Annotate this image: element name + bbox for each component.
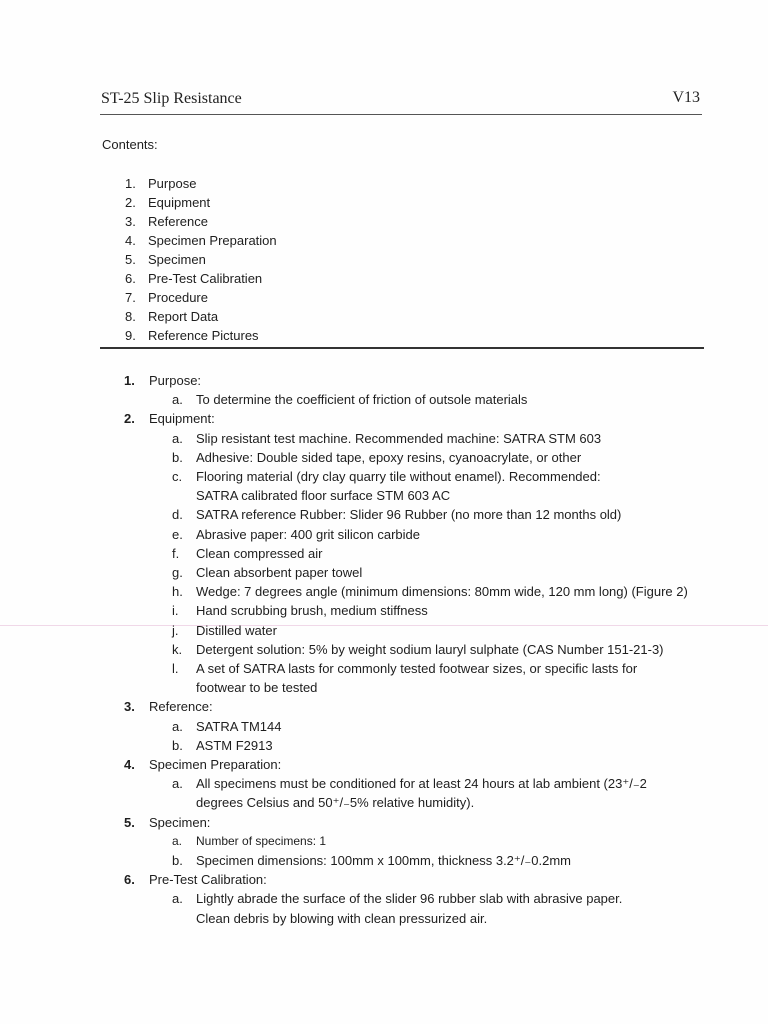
section-title: Pre-Test Calibration: — [149, 872, 267, 888]
toc-item-label: Equipment — [148, 195, 211, 210]
list-item — [124, 601, 744, 620]
list-item-text: Distilled water — [196, 622, 277, 638]
list-item-letter: b. — [172, 737, 183, 753]
list-item — [124, 774, 744, 812]
toc-item — [125, 193, 525, 212]
list-item-letter: a. — [172, 776, 183, 792]
section — [124, 755, 744, 813]
list-item-letter: b. — [172, 853, 183, 868]
toc-item-number: 5. — [125, 252, 136, 267]
page-header-title: ST-25 Slip Resistance — [101, 90, 242, 107]
header-rule — [100, 114, 702, 115]
toc-item — [125, 269, 525, 288]
list-item — [124, 563, 744, 582]
section-heading — [124, 755, 744, 774]
section — [124, 371, 744, 409]
section-title: Specimen: — [149, 814, 211, 830]
section-heading — [124, 371, 744, 390]
list-item-text: Hand scrubbing brush, medium stiffness — [196, 603, 428, 619]
toc-item-label: Pre-Test Calibratien — [148, 271, 263, 286]
section-heading — [124, 813, 744, 832]
list-item-letter: a. — [172, 718, 183, 734]
list-item-text: Flooring material (dry clay quarry tile without enamel). Recommended: — [196, 468, 601, 484]
toc-item-label: Specimen — [148, 252, 206, 267]
list-item-text: Wedge: 7 degrees angle (minimum dimensions: 80mm wide, 120 mm long) (Figure 2) — [196, 584, 688, 600]
list-item-text: A set of SATRA lasts for commonly tested footwear sizes, or specific lasts for — [196, 661, 638, 677]
list-item-letter: f. — [172, 545, 180, 561]
section-number: 2. — [124, 411, 135, 427]
list-item-letter: k. — [172, 641, 183, 657]
contents-rule — [100, 347, 704, 349]
page-header-version: V13 — [672, 89, 700, 106]
list-item — [124, 621, 744, 640]
list-item — [124, 832, 744, 851]
list-item-text: ASTM F2913 — [196, 737, 273, 753]
toc-item-number: 1. — [125, 176, 136, 191]
list-item-letter: i. — [172, 603, 179, 619]
list-item — [124, 640, 744, 659]
list-item-letter: d. — [172, 507, 183, 523]
list-item-continuation: footwear to be tested — [196, 680, 318, 696]
list-item — [124, 390, 744, 409]
table-of-contents — [125, 174, 525, 345]
list-item-continuation: degrees Celsius and 50⁺/₋5% relative humidity). — [196, 795, 475, 811]
toc-item-number: 8. — [125, 309, 136, 324]
list-item-letter: a. — [172, 833, 183, 848]
list-item-continuation: Clean debris by blowing with clean pressurized air. — [196, 910, 488, 926]
list-item-text: Adhesive: Double sided tape, epoxy resins, cyanoacrylate, or other — [196, 449, 582, 465]
list-item — [124, 736, 744, 755]
list-item-text: To determine the coefficient of friction of outsole materials — [196, 392, 528, 408]
list-item-letter: a. — [172, 392, 183, 408]
list-item-continuation: SATRA calibrated floor surface STM 603 AC — [196, 488, 451, 504]
toc-item-number: 7. — [125, 290, 136, 305]
toc-item-label: Report Data — [148, 309, 219, 324]
list-item-text: Abrasive paper: 400 grit silicon carbide — [196, 526, 421, 542]
list-item — [124, 659, 744, 697]
toc-item — [125, 174, 525, 193]
list-item — [124, 582, 744, 601]
list-item — [124, 467, 744, 505]
list-item-letter: j. — [172, 622, 179, 638]
list-item-text: Specimen dimensions: 100mm x 100mm, thickness 3.2⁺/₋0.2mm — [196, 853, 571, 868]
list-item-letter: e. — [172, 526, 183, 542]
list-item — [124, 889, 744, 927]
section-title: Reference: — [149, 699, 213, 715]
list-item — [124, 448, 744, 467]
section-title: Purpose: — [149, 373, 202, 388]
contents-label: Contents: — [102, 137, 158, 152]
toc-item-number: 3. — [125, 214, 136, 229]
toc-item-label: Specimen Preparation — [148, 233, 277, 248]
list-item-text: Lightly abrade the surface of the slider 96 rubber slab with abrasive paper. — [196, 891, 623, 907]
section-number: 3. — [124, 699, 135, 715]
toc-item — [125, 250, 525, 269]
section-number: 5. — [124, 814, 135, 830]
section-title: Specimen Preparation: — [149, 757, 282, 773]
section-heading — [124, 697, 744, 716]
list-item-text: Number of specimens: 1 — [196, 833, 327, 848]
toc-item — [125, 288, 525, 307]
section — [124, 697, 744, 755]
document-body — [124, 371, 744, 928]
list-item — [124, 505, 744, 524]
list-item-letter: a. — [172, 430, 183, 446]
list-item-letter: l. — [172, 661, 179, 677]
list-item-letter: b. — [172, 449, 183, 465]
section — [124, 870, 744, 928]
section-heading — [124, 870, 744, 889]
toc-item-label: Purpose — [148, 176, 197, 191]
toc-item-number: 2. — [125, 195, 136, 210]
section — [124, 813, 744, 871]
toc-item — [125, 231, 525, 250]
list-item-letter: g. — [172, 565, 183, 580]
section-title: Equipment: — [149, 411, 215, 427]
list-item — [124, 851, 744, 870]
section-number: 4. — [124, 757, 135, 773]
list-item-text: Clean absorbent paper towel — [196, 565, 363, 580]
list-item-letter: h. — [172, 584, 183, 600]
list-item-letter: a. — [172, 891, 183, 907]
section-number: 6. — [124, 872, 135, 888]
list-item-letter: c. — [172, 468, 183, 484]
list-item-text: SATRA reference Rubber: Slider 96 Rubber (no more than 12 months old) — [196, 507, 622, 523]
section — [124, 409, 744, 697]
toc-item — [125, 307, 525, 326]
list-item-text: Detergent solution: 5% by weight sodium lauryl sulphate (CAS Number 151-21-3) — [196, 641, 664, 657]
toc-item-label: Reference — [148, 214, 208, 229]
list-item-text: All specimens must be conditioned for at least 24 hours at lab ambient (23⁺/₋2 — [196, 776, 647, 792]
toc-item — [125, 212, 525, 231]
toc-item-number: 9. — [125, 328, 136, 343]
toc-item-number: 4. — [125, 233, 136, 248]
toc-item-label: Reference Pictures — [148, 328, 259, 343]
list-item-text: Clean compressed air — [196, 545, 323, 561]
list-item-text: Slip resistant test machine. Recommended machine: SATRA STM 603 — [196, 430, 602, 446]
list-item — [124, 429, 744, 448]
section-heading — [124, 409, 744, 428]
section-number: 1. — [124, 373, 135, 388]
list-item — [124, 717, 744, 736]
toc-item — [125, 326, 525, 345]
list-item — [124, 544, 744, 563]
toc-item-label: Procedure — [148, 290, 208, 305]
list-item — [124, 525, 744, 544]
list-item-text: SATRA TM144 — [196, 718, 282, 734]
toc-item-number: 6. — [125, 271, 136, 286]
